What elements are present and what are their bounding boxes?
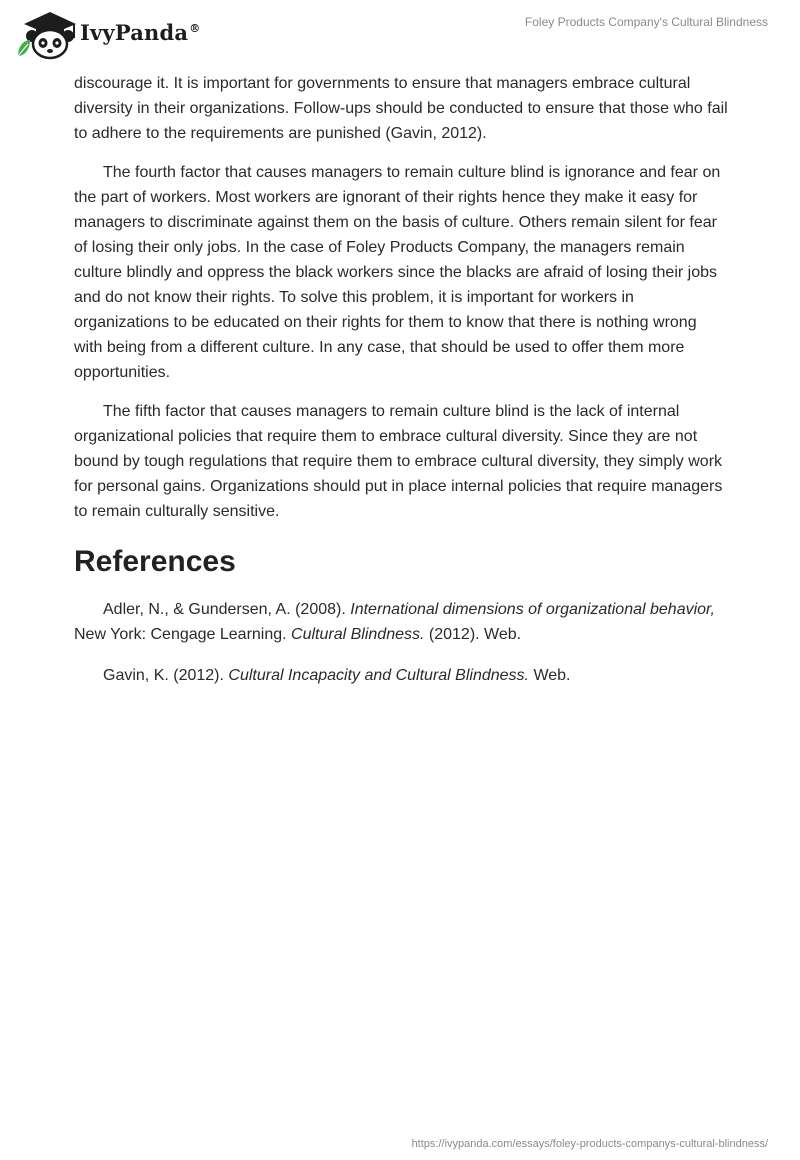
reference-tail: (2012). Web.: [424, 626, 522, 643]
reference-item-adler: [74, 597, 728, 647]
references-heading: References: [74, 545, 236, 578]
reference-authors: Adler, N., & Gundersen, A. (2008).: [103, 601, 351, 618]
paragraph-fifth-factor: The fifth factor that causes managers to remain culture blind is the lack of internal organizational policies that require them to embrace cultural diversity. Since they are not bound by tough regulations that require them to embrace cultural diversity, they simply work for personal gains. Organizations should put in place internal policies that require managers to remain culturally sensitive.: [74, 403, 723, 520]
brand-name[interactable]: [80, 20, 200, 45]
panda-logo-icon: [14, 8, 78, 60]
reference-title: International dimensions of organizational behavior,: [350, 601, 715, 618]
registered-mark: ®: [189, 22, 201, 35]
reference-authors: Gavin, K. (2012).: [103, 667, 229, 684]
source-url-link[interactable]: https://ivypanda.com/essays/foley-products-companys-cultural-blindness/: [411, 1138, 768, 1150]
reference-title: Cultural Incapacity and Cultural Blindness.: [228, 667, 529, 684]
reference-publisher: New York: Cengage Learning.: [74, 626, 292, 643]
reference-source: Cultural Blindness.: [291, 626, 425, 643]
page-header: [0, 0, 800, 70]
document-title: Foley Products Company's Cultural Blindness: [524, 15, 768, 29]
paragraph-continuation: discourage it. It is important for governments to ensure that managers embrace cultural diversity in their organizations. Follow-ups should be conducted to ensure that those who fail to adhere to the requirements are punished (Gavin, 2012).: [74, 75, 728, 142]
reference-tail: Web.: [529, 667, 571, 684]
paragraph-fourth-factor: The fourth factor that causes managers to remain culture blind is ignorance and fear on the part of workers. Most workers are ignorant of their rights hence they make it easy for managers to discriminate against them on the basis of culture. Others remain silent for fear of losing their only jobs. In the case of Foley Products Company, the managers remain culture blindly and oppress the black workers since the blacks are afraid of losing their jobs and do not know their rights. To solve this problem, it is important for workers in organizations to be educated on their rights for them to know that there is nothing wrong with being from a different culture. In any case, that should be used to offer them more opportunities.: [74, 164, 721, 381]
essay-content: [74, 71, 728, 704]
brand-text: IvyPanda: [80, 20, 189, 45]
reference-item-gavin: [74, 663, 728, 688]
